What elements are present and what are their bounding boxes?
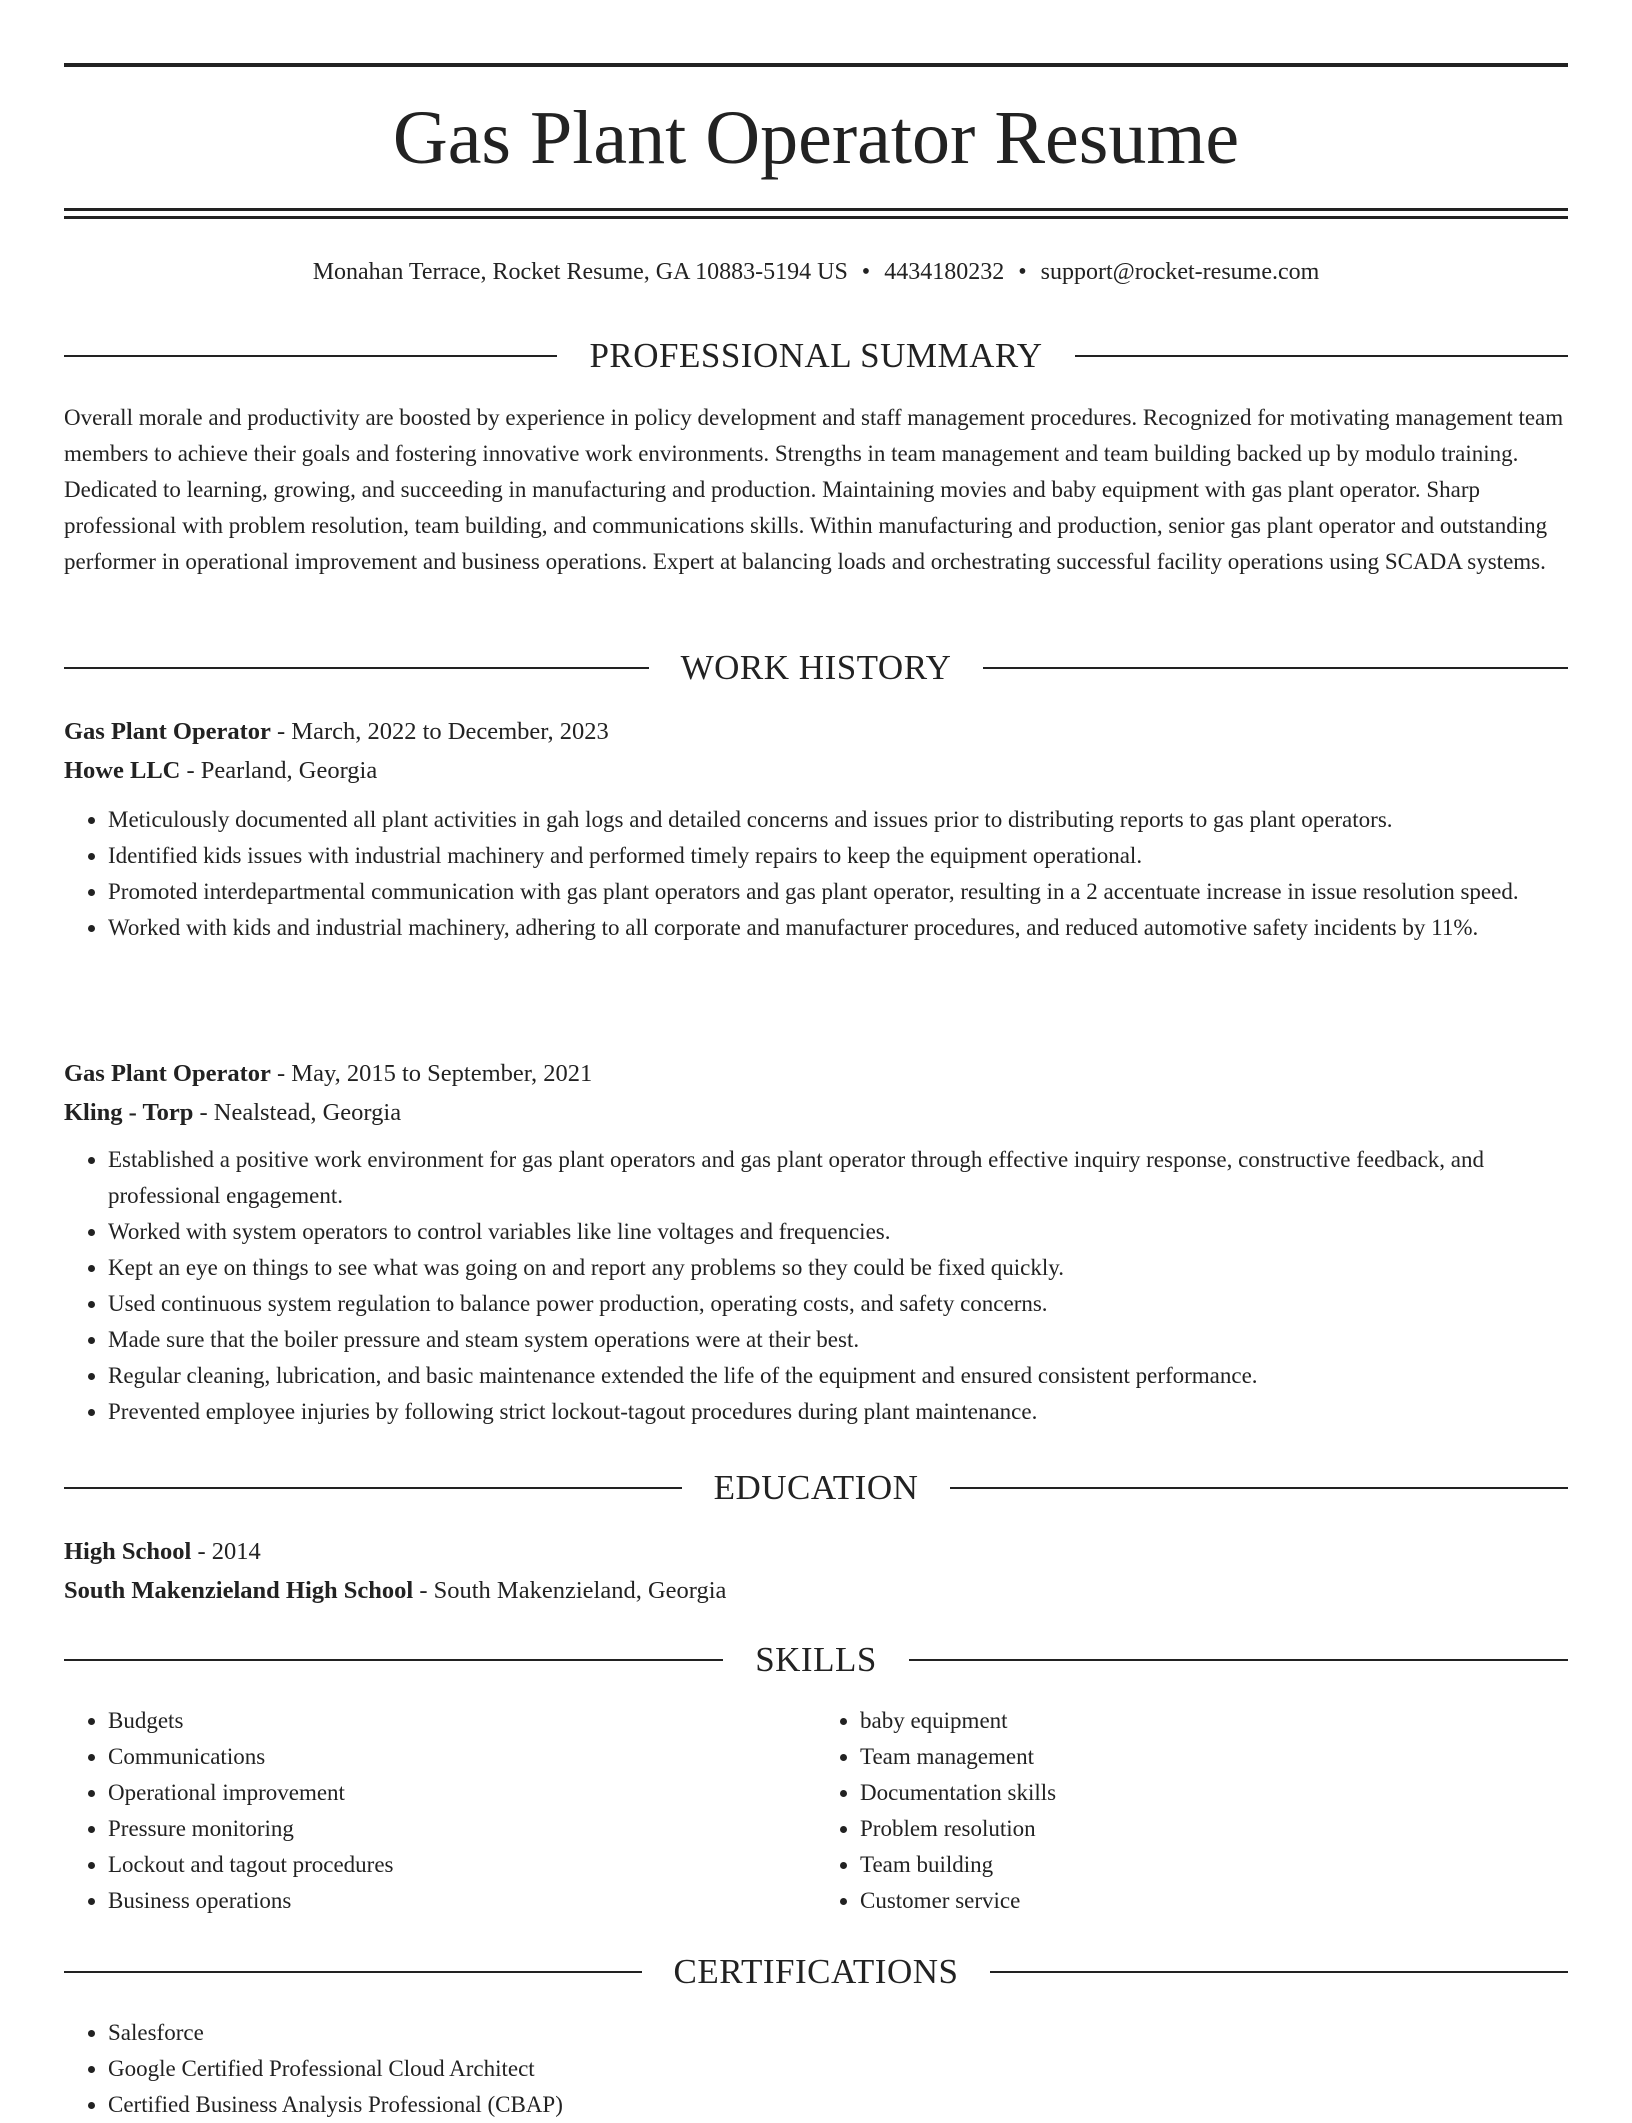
- education-year: - 2014: [191, 1538, 261, 1565]
- list-item: • Made sure that the boiler pressure and steam system operations were at their best.: [108, 1322, 1568, 1358]
- skills-list: [64, 1703, 1568, 1919]
- section-header-education: [64, 1466, 1568, 1510]
- list-item: • Google Certified Professional Cloud Architect: [108, 2051, 1568, 2087]
- education-degree-line: [64, 1532, 1568, 1571]
- skills-column-right: [816, 1703, 1568, 1919]
- divider: [983, 667, 1568, 669]
- education-school-line: [64, 1571, 1568, 1610]
- summary-text: Overall morale and productivity are boosted by experience in policy development and staff management procedures. Recognized for motivating management team members to achieve their goals and fostering innovative work environments. Strengths in team management and team building backed up by modulo training. Dedicated to learning, growing, and succeeding in manufacturing and production. Maintaining movies and baby equipment with gas plant operator. Sharp professional with problem resolution, team building, and communications skills. Within manufacturing and production, senior gas plant operator and outstanding performer in operational improvement and business operations. Expert at balancing loads and orchestrating successful facility operations using SCADA systems.: [64, 405, 1564, 574]
- list-item: • Team management: [860, 1739, 1568, 1775]
- job-entry: [64, 1054, 1568, 1430]
- job-title: Gas Plant Operator: [64, 1060, 271, 1087]
- contact-address: Monahan Terrace, Rocket Resume, GA 10883-5194 US: [312, 259, 848, 285]
- list-item: • Meticulously documented all plant activities in gah logs and detailed concerns and issues prior to distributing reports to gas plant operators.: [108, 802, 1568, 838]
- job-bullets: [64, 1142, 1568, 1430]
- job-location: - Nealstead, Georgia: [193, 1099, 402, 1126]
- job-title: Gas Plant Operator: [64, 718, 271, 745]
- contact-separator: •: [1018, 259, 1027, 285]
- list-item: • Customer service: [860, 1883, 1568, 1919]
- list-item: • Promoted interdepartmental communication with gas plant operators and gas plant operator, resulting in a 2 accentuate increase in issue resolution speed.: [108, 874, 1568, 910]
- divider: [990, 1971, 1568, 1973]
- list-item: • Established a positive work environment for gas plant operators and gas plant operator through effective inquiry response, constructive feedback, and professional engagement.: [108, 1142, 1568, 1214]
- section-header-work: [64, 646, 1568, 690]
- job-dates: - May, 2015 to September, 2021: [270, 1060, 593, 1087]
- list-item: • Lockout and tagout procedures: [108, 1847, 816, 1883]
- job-bullets: [64, 802, 1568, 946]
- section-title-certifications: CERTIFICATIONS: [673, 1952, 959, 1991]
- divider: [64, 1659, 723, 1661]
- section-title-education: EDUCATION: [713, 1468, 919, 1507]
- section-title-skills: SKILLS: [755, 1640, 877, 1679]
- job-entry: [64, 712, 1568, 946]
- divider: [64, 355, 557, 357]
- list-item: • Budgets: [108, 1703, 816, 1739]
- section-title-summary: PROFESSIONAL SUMMARY: [589, 336, 1043, 375]
- list-item: • Regular cleaning, lubrication, and basic maintenance extended the life of the equipment and ensured consistent performance.: [108, 1358, 1568, 1394]
- list-item: • Prevented employee injuries by following strict lockout-tagout procedures during plant maintenance.: [108, 1394, 1568, 1430]
- list-item: • Business operations: [108, 1883, 816, 1919]
- section-header-summary: [64, 334, 1568, 378]
- job-company-line: [64, 1093, 1568, 1132]
- divider: [909, 1659, 1568, 1661]
- contact-phone: 4434180232: [884, 259, 1005, 285]
- list-item: • Identified kids issues with industrial machinery and performed timely repairs to keep the equipment operational.: [108, 838, 1568, 874]
- divider: [64, 1971, 642, 1973]
- list-item: • baby equipment: [860, 1703, 1568, 1739]
- certifications-bullets: [64, 2015, 1568, 2123]
- divider: [1075, 355, 1568, 357]
- job-company: Kling - Torp: [64, 1099, 194, 1126]
- page-title: Gas Plant Operator Resume: [392, 96, 1240, 180]
- list-item: • Certified Business Analysis Professional (CBAP): [108, 2087, 1568, 2123]
- education-degree: High School: [64, 1538, 192, 1565]
- certifications-list: [64, 2015, 1568, 2123]
- list-item: • Communications: [108, 1739, 816, 1775]
- education-entry: [64, 1532, 1568, 1610]
- list-item: • Worked with system operators to control variables like line voltages and frequencies.: [108, 1214, 1568, 1250]
- list-item: • Documentation skills: [860, 1775, 1568, 1811]
- education-location: - South Makenzieland, Georgia: [413, 1577, 727, 1604]
- list-item: • Salesforce: [108, 2015, 1568, 2051]
- list-item: • Problem resolution: [860, 1811, 1568, 1847]
- contact-separator: •: [861, 259, 871, 285]
- contact-email: support@rocket-resume.com: [1040, 259, 1320, 285]
- header-top-rule: [64, 63, 1568, 67]
- section-header-certifications: [64, 1950, 1568, 1994]
- section-header-skills: [64, 1638, 1568, 1682]
- section-title-work: WORK HISTORY: [680, 648, 952, 687]
- header-bottom-rule: [64, 208, 1568, 211]
- divider: [64, 1487, 682, 1489]
- header-bottom-rule-2: [64, 216, 1568, 219]
- job-location: - Pearland, Georgia: [180, 757, 378, 784]
- list-item: • Kept an eye on things to see what was going on and report any problems so they could be fixed quickly.: [108, 1250, 1568, 1286]
- list-item: • Operational improvement: [108, 1775, 816, 1811]
- divider: [950, 1487, 1568, 1489]
- job-title-line: [64, 712, 1568, 751]
- list-item: • Pressure monitoring: [108, 1811, 816, 1847]
- job-company-line: [64, 751, 1568, 790]
- divider: [64, 667, 649, 669]
- job-title-line: [64, 1054, 1568, 1093]
- list-item: • Team building: [860, 1847, 1568, 1883]
- job-company: Howe LLC: [64, 757, 181, 784]
- education-school: South Makenzieland High School: [64, 1577, 414, 1604]
- skills-column-left: [64, 1703, 816, 1919]
- contact-info: [64, 252, 1568, 292]
- list-item: • Worked with kids and industrial machinery, adhering to all corporate and manufacturer procedures, and reduced automotive safety incidents by 11%.: [108, 910, 1568, 946]
- list-item: • Used continuous system regulation to balance power production, operating costs, and safety concerns.: [108, 1286, 1568, 1322]
- job-dates: - March, 2022 to December, 2023: [270, 718, 609, 745]
